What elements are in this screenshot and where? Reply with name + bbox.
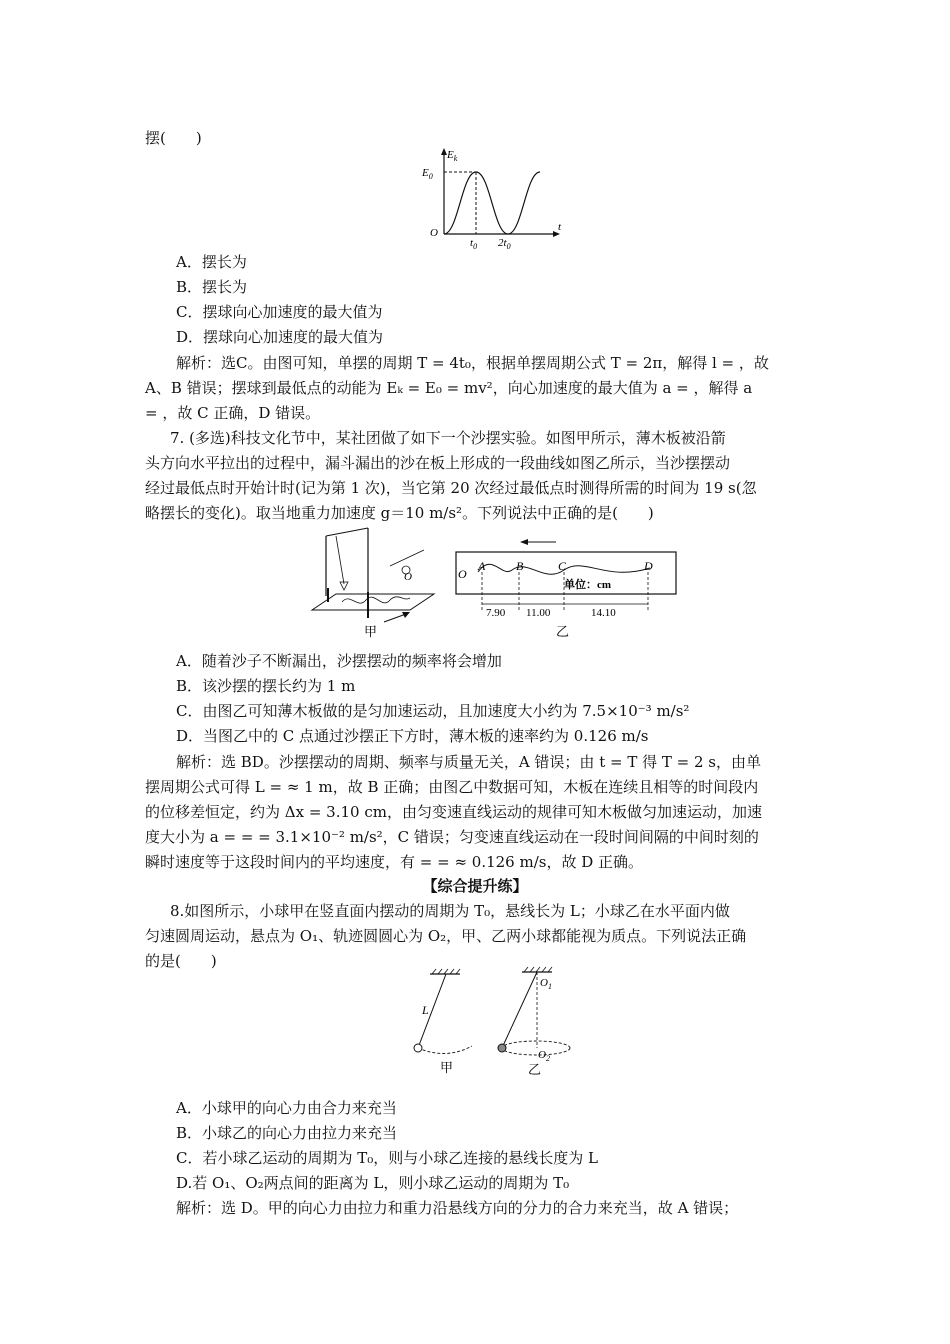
q6-option-a: A．摆长为 xyxy=(176,253,247,271)
graph-origin: O xyxy=(430,227,438,239)
label-o2: $O_2$ xyxy=(538,1049,550,1063)
point-b: B xyxy=(516,559,524,573)
left-fig-label: 甲 xyxy=(364,624,378,639)
q6-stem-tail: 摆( ) xyxy=(145,129,202,147)
q7-option-c: C．由图乙可知薄木板做的是匀加速运动，且加速度大小约为 7.5×10⁻³ m/s² xyxy=(176,702,690,720)
q7-option-d: D．当图乙中的 C 点通过沙摆正下方时，薄木板的速率约为 0.126 m/s xyxy=(176,727,649,745)
right-fig-o: O xyxy=(458,567,467,581)
left-pendulum-label: 甲 xyxy=(440,1060,454,1075)
q7-stem-1: 7. (多选)科技文化节中，某社团做了如下一个沙摆实验。如图甲所示，薄木板被沿箭 xyxy=(170,429,726,447)
graph-xlabel: t xyxy=(558,221,562,233)
unit-label: 单位：cm xyxy=(564,579,612,591)
q7-analysis-2: 摆周期公式可得 L = ≈ 1 m，故 B 正确；由图乙中数据可知，木板在连续且相等的时间段内 xyxy=(145,778,759,796)
q8-option-b: B．小球乙的向心力由拉力来充当 xyxy=(176,1124,398,1142)
q8-pendulum-figure xyxy=(400,966,580,1078)
distance-1: 7.90 xyxy=(486,607,506,619)
q8-stem-1: 8.如图所示，小球甲在竖直面内摆动的周期为 T₀，悬线长为 L；小球乙在水平面内做 xyxy=(170,902,730,920)
q8-stem-3: 的是( ) xyxy=(145,952,217,970)
label-o1: $O_1$ xyxy=(540,977,552,991)
q6-analysis-2: A、B 错误；摆球到最低点的动能为 Eₖ = E₀ = mv²，向心加速度的最大值为 a = ，解得 a xyxy=(145,379,753,397)
q7-stem-2: 头方向水平拉出的过程中，漏斗漏出的沙在板上形成的一段曲线如图乙所示，当沙摆摆动 xyxy=(145,454,731,472)
distance-3: 14.10 xyxy=(591,607,616,619)
q7-sand-pendulum-figure xyxy=(306,522,686,642)
q8-option-c: C．若小球乙运动的周期为 T₀，则与小球乙连接的悬线长度为 L xyxy=(176,1149,598,1167)
section-title: 【综合提升练】 xyxy=(422,877,528,895)
right-pendulum-label: 乙 xyxy=(528,1062,542,1077)
q6-energy-graph xyxy=(418,146,568,250)
point-c: C xyxy=(558,559,567,573)
left-fig-o: O xyxy=(404,571,412,583)
point-d: D xyxy=(644,559,653,573)
distance-2: 11.00 xyxy=(526,607,551,619)
q6-option-d: D．摆球向心加速度的最大值为 xyxy=(176,328,384,346)
q8-analysis-1: 解析：选 D。甲的向心力由拉力和重力沿悬线方向的分力的合力来充当，故 A 错误； xyxy=(176,1199,739,1217)
q7-analysis-3: 的位移差恒定，约为 Δx = 3.10 cm，由匀变速直线运动的规律可知木板做匀加速运动，加速 xyxy=(145,803,762,821)
right-fig-label: 乙 xyxy=(556,624,570,639)
q7-analysis-1: 解析：选 BD。沙摆摆动的周期、频率与质量无关，A 错误；由 t = T 得 T = 2 s，由单 xyxy=(176,753,761,771)
q7-option-a: A．随着沙子不断漏出，沙摆摆动的频率将会增加 xyxy=(176,652,502,670)
q7-analysis-4: 度大小为 a = = = 3.1×10⁻² m/s²，C 错误；匀变速直线运动在一段时间间隔的中间时刻的 xyxy=(145,828,759,846)
label-l: L xyxy=(422,1003,429,1017)
graph-t0: $t_0$ xyxy=(470,237,478,250)
q8-stem-2: 匀速圆周运动，悬点为 O₁、轨迹圆圆心为 O₂，甲、乙两小球都能视为质点。下列说法正确 xyxy=(145,927,747,945)
q8-option-d: D.若 O₁、O₂两点间的距离为 L，则小球乙运动的周期为 T₀ xyxy=(176,1174,570,1192)
graph-e0: $E_0$ xyxy=(422,167,433,181)
graph-ylabel: $E_k$ xyxy=(447,149,458,163)
q7-stem-3: 经过最低点时开始计时(记为第 1 次)，当它第 20 次经过最低点时测得所需的时间为 19 s(忽 xyxy=(145,479,757,497)
q6-analysis-1: 解析：选C。由图可知，单摆的周期 T = 4t₀，根据单摆周期公式 T = 2π，解得 l = ，故 xyxy=(176,354,769,372)
q6-analysis-3: = ，故 C 正确，D 错误。 xyxy=(145,404,321,422)
q8-option-a: A．小球甲的向心力由合力来充当 xyxy=(176,1099,397,1117)
q6-option-b: B．摆长为 xyxy=(176,278,248,296)
q7-analysis-5: 瞬时速度等于这段时间内的平均速度，有 = = ≈ 0.126 m/s，故 D 正确。 xyxy=(145,853,644,871)
q7-option-b: B．该沙摆的摆长约为 1 m xyxy=(176,677,356,695)
graph-2t0: $2t_0$ xyxy=(498,237,511,250)
point-a: A xyxy=(478,559,486,573)
q7-stem-4: 略摆长的变化)。取当地重力加速度 g＝10 m/s²。下列说法中正确的是( ) xyxy=(145,504,654,522)
q6-option-c: C．摆球向心加速度的最大值为 xyxy=(176,303,383,321)
